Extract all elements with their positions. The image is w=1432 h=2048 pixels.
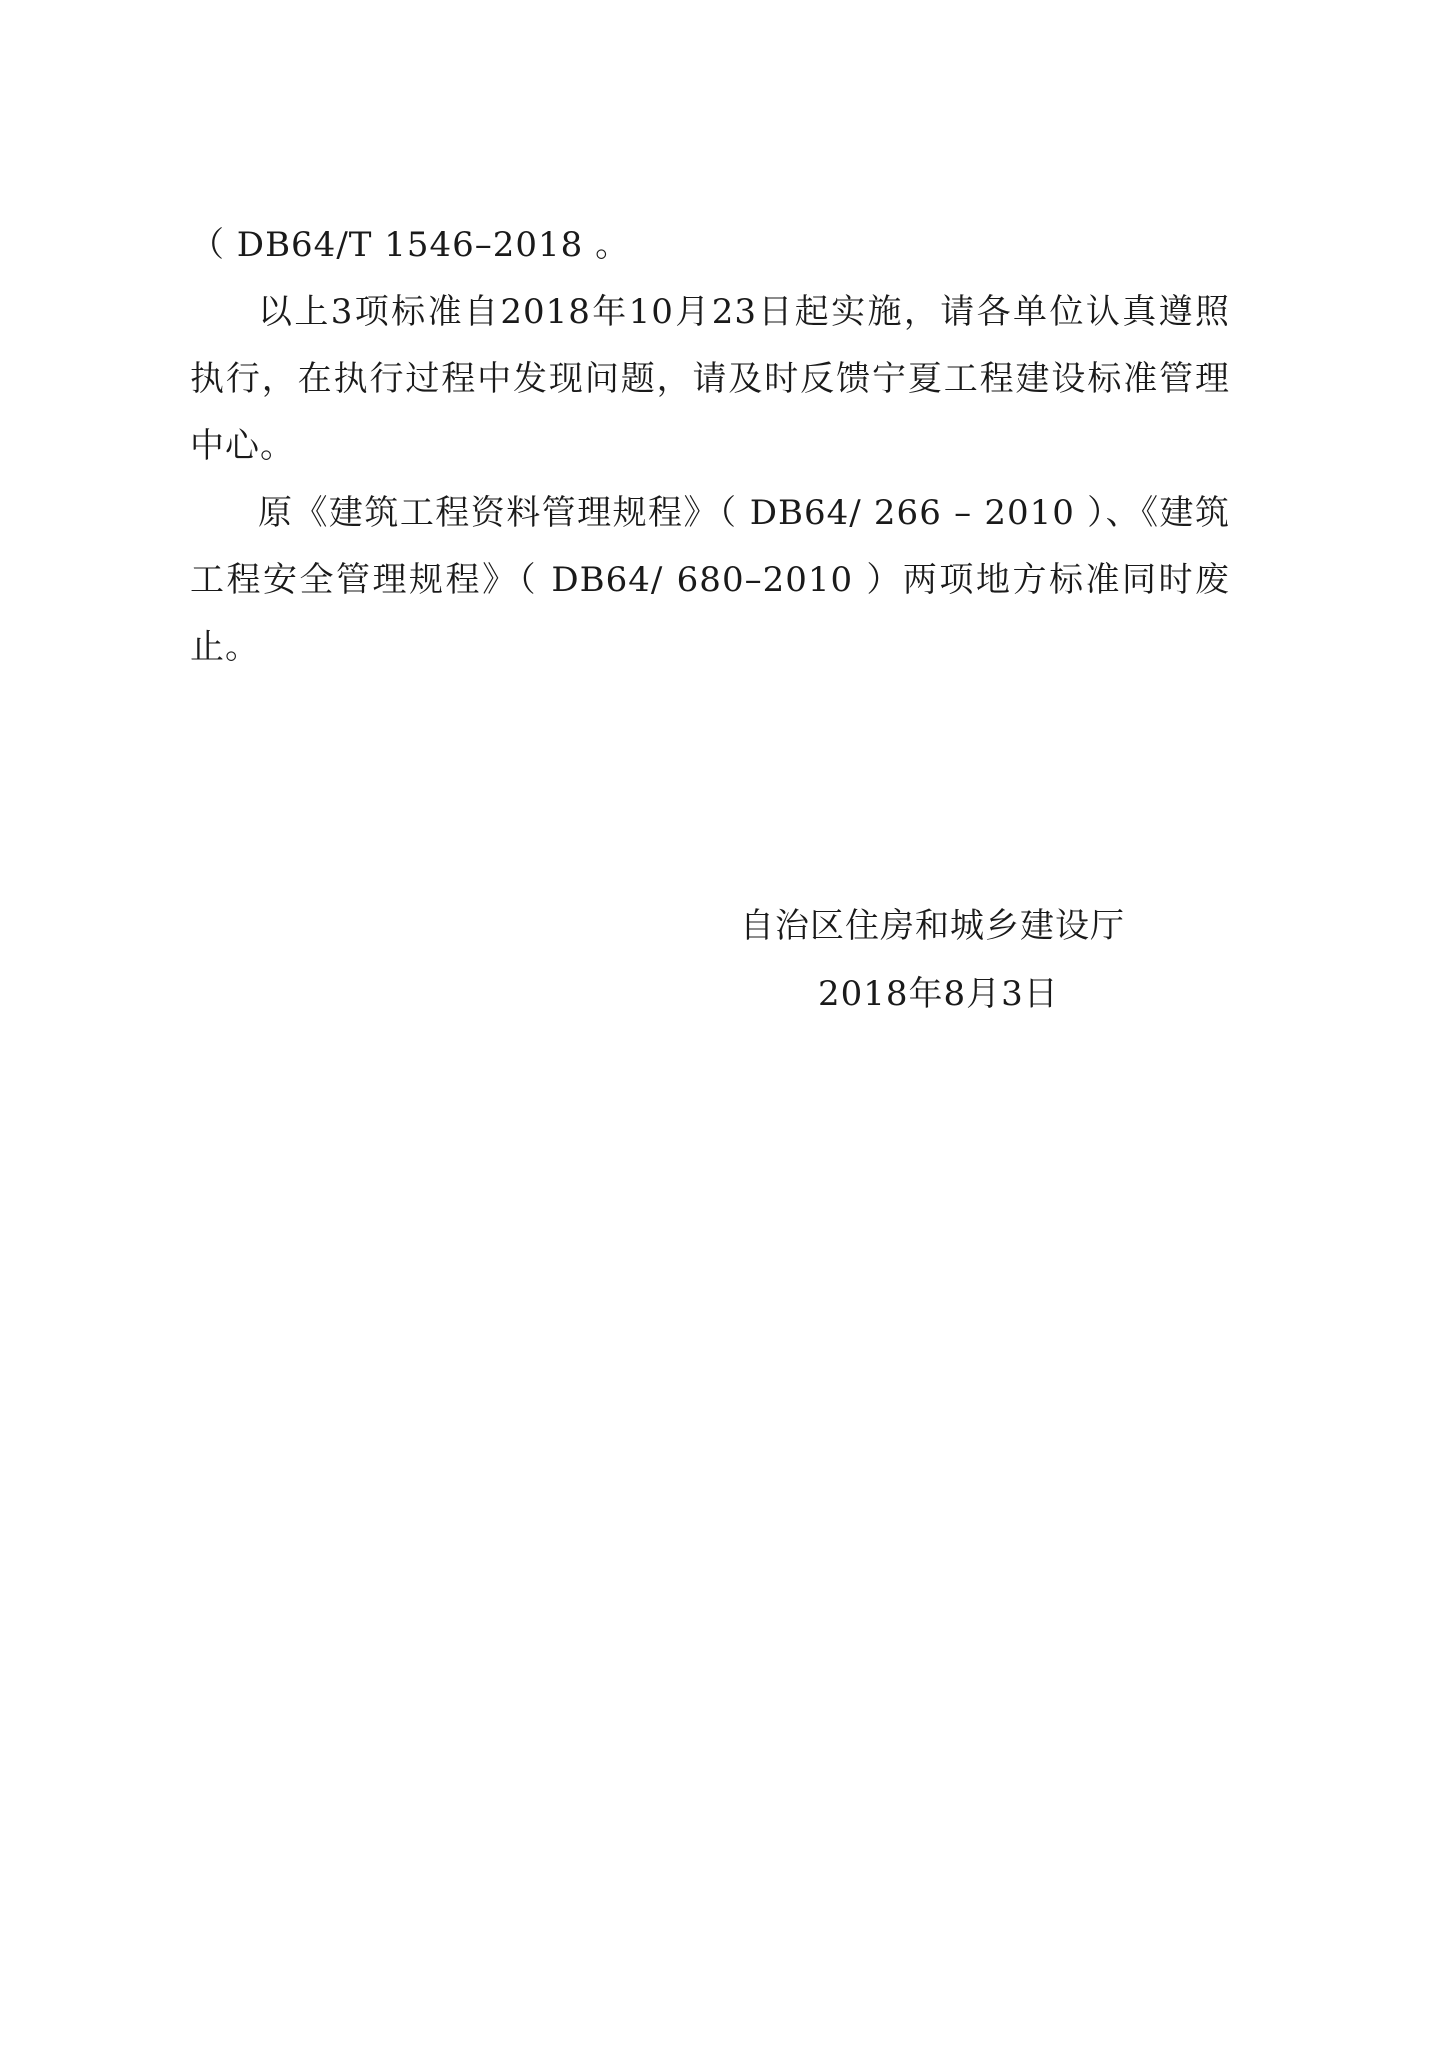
issuing-organization: 自治区住房和城乡建设厅 [740,906,1125,946]
signature-block [740,892,1160,1028]
document-body [190,212,1230,681]
paragraph-standard-number: （ DB64/T 1546–2018 。 [190,225,631,265]
issue-date: 2018年8月3日 [818,974,1059,1014]
paragraph-abolition-notice: 原《建筑工程资料管理规程》（ DB64/ 266 – 2010 ）、《建筑工程安全管理规程》（ DB64/ 680–2010 ）两项地方标准同时废止。 [190,493,1230,667]
paragraph-implementation-notice: 以上3项标准自2018年10月23日起实施，请各单位认真遵照执行，在执行过程中发现问题，请及时反馈宁夏工程建设标准管理中心。 [190,292,1230,466]
